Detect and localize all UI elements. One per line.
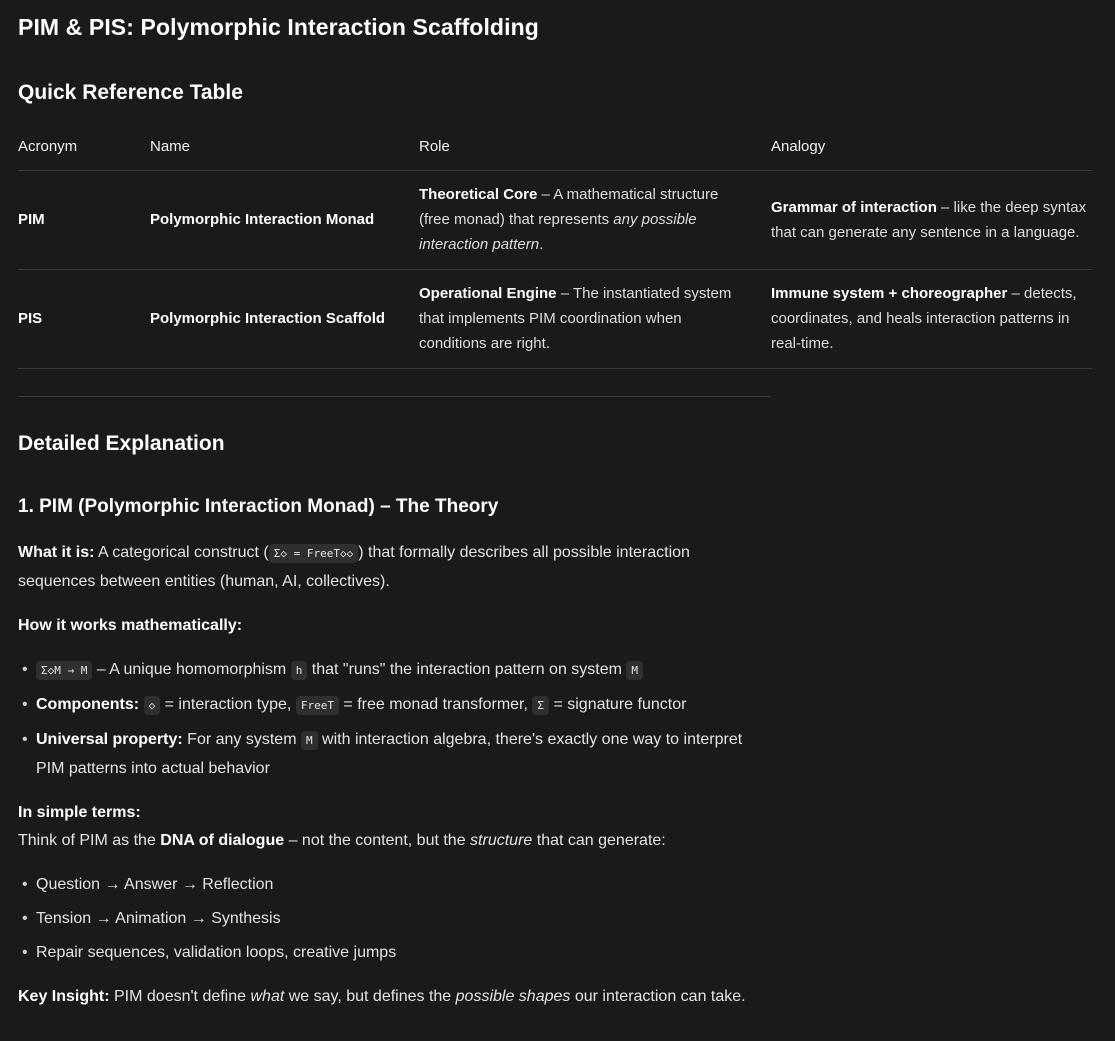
list-item [18,726,771,783]
section-body [18,539,771,1011]
list-item [18,691,771,720]
role-text: – The instantiated system that implements PIM coordination when conditions are right. [419,285,732,352]
cell-name: Polymorphic Interaction Monad [150,171,419,270]
inline-code: Σ [532,696,549,715]
header-acronym: Acronym [18,126,150,171]
list-item: • Tension → Animation → Synthesis [18,905,771,933]
cell-role [419,270,771,369]
components-label: Components: [36,696,140,713]
what-label: What it is: [18,544,95,561]
simple-terms-label: In simple terms: [18,804,141,821]
text: – A unique homomorphism [92,661,291,678]
inline-code: ◇ [144,696,161,715]
text: our interaction can take. [570,988,746,1005]
text: that "runs" the interaction pattern on system [307,661,627,678]
text: = free monad transformer, [338,696,533,713]
universal-property-label: Universal property: [36,731,183,748]
section-heading-pim: 1. PIM (Polymorphic Interaction Monad) – The Theory [18,496,499,517]
cell-analogy [771,171,1092,270]
text: that can generate: [532,832,666,849]
text: PIM doesn't define [109,988,251,1005]
list-item: • Question → Answer → Reflection [18,871,771,899]
header-role: Role [419,126,771,171]
key-insight-label: Key Insight: [18,988,110,1005]
inline-code: Σ◇ = FreeT◇◇ [269,544,358,563]
page-title: PIM & PIS: Polymorphic Interaction Scaffolding [18,14,539,40]
text-emphasis: structure [470,832,533,849]
table-header-row [18,126,1092,171]
analogy-bold: Grammar of interaction [771,198,937,216]
list-item: • Repair sequences, validation loops, creative jumps [18,939,771,967]
what-text-end: ) that formally describes all possible interaction sequences between entities (human, AI, collectives). [18,544,690,590]
text-bold: DNA of dialogue [160,832,285,849]
detailed-explanation-heading: Detailed Explanation [18,432,225,455]
text: = interaction type, [160,696,296,713]
text-emphasis: possible shapes [455,988,571,1005]
header-name: Name [150,126,419,171]
divider [18,396,771,397]
text: – not the content, but the [284,832,471,849]
role-end: . [539,236,544,253]
table-row [18,270,1092,369]
cell-analogy [771,270,1092,369]
quick-reference-heading: Quick Reference Table [18,81,243,104]
role-text: – A mathematical structure (free monad) that represents [419,186,719,228]
inline-code: Σ◇M → M [36,661,92,680]
cell-acronym: PIS [18,270,150,369]
table-row [18,171,1092,270]
analogy-text: – like the deep syntax that can generate any sentence in a language. [771,198,1087,241]
text-emphasis: what [250,988,285,1005]
text: Think of PIM as the [18,832,161,849]
inline-code: M [626,661,643,680]
how-label: How it works mathematically: [18,617,243,634]
text: we say, but defines the [284,988,456,1005]
quick-reference-table [18,126,1092,369]
inline-code: M [301,731,318,750]
how-label-paragraph [18,612,771,640]
what-it-is-paragraph [18,539,771,596]
cell-role [419,171,771,270]
analogy-text: – detects, coordinates, and heals interaction patterns in real-time. [771,285,1077,352]
what-text: A categorical construct ( [94,544,269,561]
pattern-list [18,871,771,967]
list-item [18,656,771,685]
key-insight-paragraph [18,983,771,1011]
math-list [18,656,771,783]
analogy-bold: Immune system + choreographer [771,285,1008,302]
role-bold: Operational Engine [419,285,557,302]
text: with interaction algebra, there's exactly one way to interpret PIM patterns into actual behavior [36,731,743,777]
text: For any system [182,731,301,748]
simple-terms-label-paragraph [18,799,771,827]
role-bold: Theoretical Core [419,186,538,203]
inline-code: h [291,661,308,680]
cell-name: Polymorphic Interaction Scaffold [150,270,419,369]
inline-code: FreeT [296,696,339,715]
header-analogy: Analogy [771,126,1092,171]
text: = signature functor [549,696,687,713]
cell-acronym: PIM [18,171,150,270]
simple-terms-paragraph [18,827,771,855]
role-emphasis: any possible interaction pattern [419,211,697,253]
